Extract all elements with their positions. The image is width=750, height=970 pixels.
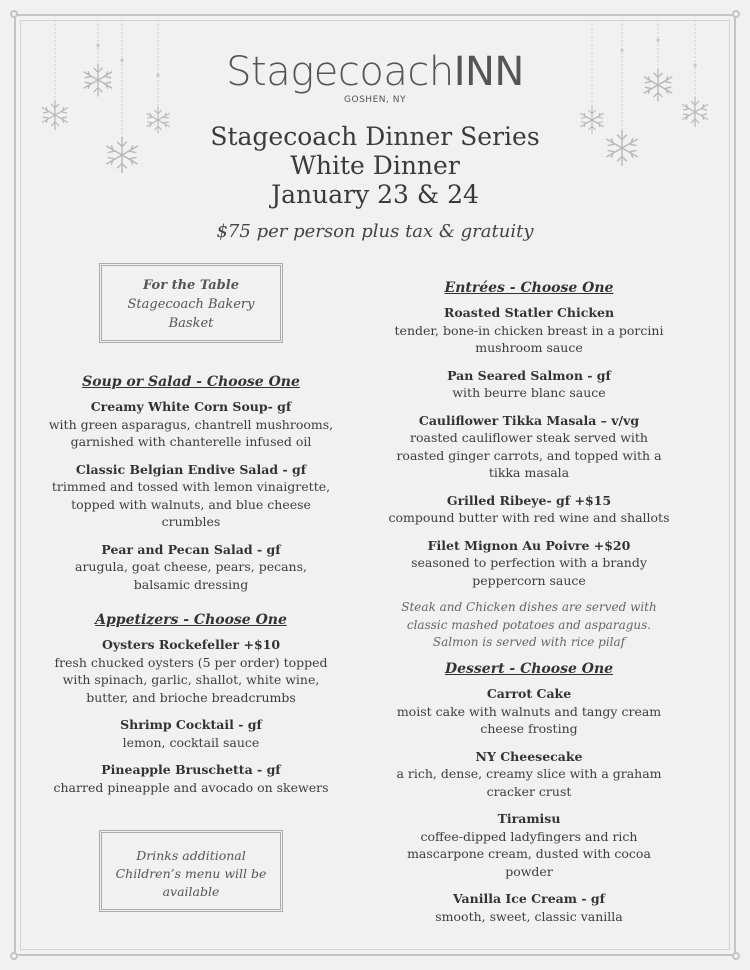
menu-item	[385, 492, 673, 527]
menu-item-name: Oysters Rockefeller +$10	[101, 637, 281, 652]
menu-item-desc: compound butter with red wine and shallots	[388, 510, 670, 525]
menu-item-name: Tiramisu	[497, 811, 561, 826]
menu-item-name: Pineapple Bruschetta - gf	[101, 762, 281, 777]
drinks-line3: available	[162, 884, 220, 899]
menu-item-desc: a rich, dense, creamy slice with a graham cracker crust	[396, 766, 662, 799]
menu-item-name: Cauliflower Tikka Masala – v/vg	[418, 412, 640, 428]
restaurant-logo	[0, 50, 750, 94]
menu-item-name: Classic Belgian Endive Salad - gf	[75, 461, 307, 477]
drinks-note-box	[99, 830, 283, 912]
menu-item-name: Roasted Statler Chicken	[443, 305, 615, 320]
entrees-heading: Entrées - Choose One	[444, 280, 614, 296]
menu-item-desc: coffee-dipped ladyfingers and rich mascarpone cream, dusted with cocoa powder	[407, 828, 651, 879]
menu-item-name: Carrot Cake	[486, 686, 572, 701]
menu-item	[385, 685, 673, 738]
menu-item-name: Filet Mignon Au Poivre +$20	[427, 537, 631, 553]
menu-item-desc: lemon, cocktail sauce	[122, 734, 260, 750]
soup-salad-section	[48, 372, 334, 603]
menu-item-desc: moist cake with walnuts and tangy cream cheese frosting	[396, 703, 662, 736]
menu-item	[385, 537, 673, 590]
menu-item-name: NY Cheesecake	[475, 748, 583, 764]
menu-item-name: Pan Seared Salmon - gf	[447, 367, 611, 383]
menu-item-desc: with green asparagus, chantrell mushrooms, garnished with chanterelle infused oil	[48, 416, 334, 449]
menu-item-desc: arugula, goat cheese, pears, pecans, balsamic dressing	[75, 559, 307, 592]
menu-item-name: Grilled Ribeye- gf +$15	[446, 492, 612, 508]
logo-bold-text: INN	[453, 49, 524, 95]
menu-item-name: Shrimp Cocktail - gf	[120, 717, 262, 732]
menu-item-desc: tender, bone-in chicken breast in a porcini mushroom sauce	[394, 322, 664, 355]
logo-location: GOSHEN, NY	[344, 95, 406, 105]
menu-item	[385, 304, 673, 357]
frame-corner-dot	[10, 10, 18, 18]
menu-item	[48, 716, 334, 751]
menu-item-desc: roasted cauliflower steak served with roasted ginger carrots, and topped with a tikka masala	[396, 430, 662, 480]
price-line: $75 per person plus tax & gratuity	[216, 221, 534, 242]
page-title-line1: Stagecoach Dinner Series	[210, 122, 540, 151]
menu-item-name: Creamy White Corn Soup- gf	[90, 399, 292, 414]
menu-item-desc: seasoned to perfection with a brandy peppercorn sauce	[411, 555, 647, 588]
menu-item	[385, 367, 673, 402]
menu-item-name: Pear and Pecan Salad - gf	[101, 541, 281, 557]
menu-item-desc: charred pineapple and avocado on skewers	[53, 779, 329, 795]
menu-item-desc: trimmed and tossed with lemon vinaigrette, topped with walnuts, and blue cheese crumbles	[51, 479, 331, 529]
frame-corner-dot	[10, 952, 18, 960]
menu-item	[385, 748, 673, 801]
for-the-table-heading: For the Table	[143, 278, 239, 293]
drinks-line2: Children’s menu will be	[115, 866, 267, 881]
soup-salad-heading: Soup or Salad - Choose One	[82, 374, 300, 390]
for-the-table-box	[99, 263, 283, 343]
menu-item-desc: fresh chucked oysters (5 per order) topped with spinach, garlic, shallot, white wine, butter, and brioche breadcrumbs	[54, 654, 328, 705]
menu-item	[385, 890, 673, 925]
logo-light-text: Stagecoach	[226, 49, 454, 95]
dessert-heading: Dessert - Choose One	[444, 661, 614, 677]
for-the-table-line1: Stagecoach Bakery	[127, 297, 255, 312]
appetizers-section	[48, 610, 334, 806]
menu-item	[48, 541, 334, 594]
menu-item-name: Vanilla Ice Cream - gf	[452, 891, 606, 906]
menu-item	[48, 636, 334, 706]
frame-corner-dot	[732, 952, 740, 960]
entrees-section	[385, 278, 673, 652]
for-the-table-line2: Basket	[168, 316, 214, 331]
page-title-line2: White Dinner	[290, 151, 460, 180]
page-title-line3: January 23 & 24	[271, 180, 479, 209]
menu-item	[48, 461, 334, 531]
menu-item	[385, 810, 673, 880]
menu-item-desc: with beurre blanc sauce	[452, 385, 606, 400]
dessert-section	[385, 659, 673, 935]
frame-corner-dot	[732, 10, 740, 18]
menu-item	[48, 398, 334, 451]
drinks-line1: Drinks additional	[136, 848, 246, 863]
entrees-sides-note: Steak and Chicken dishes are served with classic mashed potatoes and asparagus. Salmon is served with rice pilaf	[401, 600, 657, 649]
menu-item	[385, 412, 673, 482]
menu-item	[48, 761, 334, 796]
appetizers-heading: Appetizers - Choose One	[95, 612, 287, 628]
menu-item-desc: smooth, sweet, classic vanilla	[435, 908, 623, 924]
